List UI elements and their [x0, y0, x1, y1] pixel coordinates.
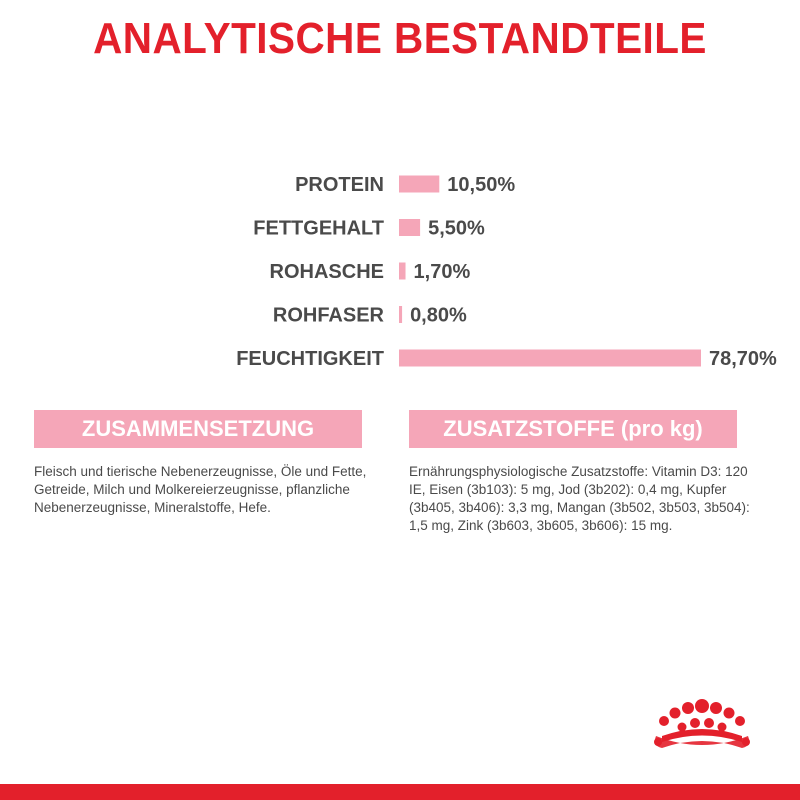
composition-header: ZUSAMMENSETZUNG — [34, 410, 362, 448]
bar-feuchtigkeit — [399, 350, 701, 367]
bar-label-fettgehalt: FETTGEHALT — [253, 217, 384, 240]
bar-fettgehalt — [399, 219, 420, 236]
bar-rohasche — [399, 263, 406, 280]
bar-protein — [399, 176, 439, 193]
crown-icon — [652, 696, 752, 760]
composition-text: Fleisch und tierische Nebenerzeugnisse, Öle und Fette, Getreide, Milch und Molkereierzeugnisse, pflanzliche Nebenerzeugnisse, Mineralstoffe, Hefe. — [34, 464, 367, 515]
bar-value-feuchtigkeit: 78,70% — [709, 348, 777, 370]
bar-label-feuchtigkeit: FEUCHTIGKEIT — [236, 348, 384, 370]
bar-rohfaser — [399, 306, 402, 323]
bar-label-protein: PROTEIN — [295, 174, 384, 196]
bottom-brand-bar — [0, 784, 800, 800]
additives-header: ZUSATZSTOFFE (pro kg) — [409, 410, 737, 448]
bar-label-rohasche: ROHASCHE — [269, 261, 384, 283]
additives-text: Ernährungsphysiologische Zusatzstoffe: Vitamin D3: 120 IE, Eisen (3b103): 5 mg, Jod (3b202): 0,4 mg, Kupfer (3b405, 3b406): 3,3 mg, Mangan (3b502, 3b503, 3b504): 1,5 mg, Zink (3b603, 3b605, 3b606): 15 mg. — [409, 464, 750, 533]
bar-value-fettgehalt: 5,50% — [428, 217, 485, 240]
bar-label-rohfaser: ROHFASER — [272, 304, 384, 327]
bar-value-rohasche: 1,70% — [413, 261, 471, 283]
page-title: ANALYTISCHE BESTANDTEILE — [93, 14, 707, 63]
bar-value-rohfaser: 0,80% — [410, 304, 467, 327]
bar-value-protein: 10,50% — [447, 174, 516, 196]
nutrient-bar-chart — [0, 150, 800, 390]
